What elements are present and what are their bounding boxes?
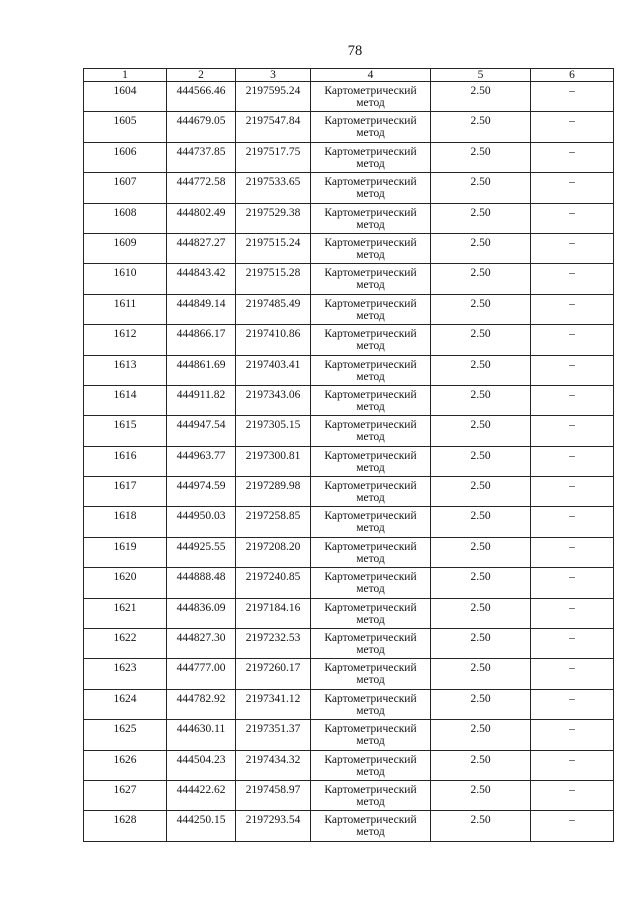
method-text: Картометрический метод (324, 206, 417, 231)
method-text: Картометрический метод (324, 236, 417, 261)
cell-note: – (531, 142, 614, 172)
cell-accuracy: 2.50 (431, 173, 531, 203)
table-row (84, 689, 614, 719)
cell-note: – (531, 720, 614, 750)
method-text: Картометрический метод (324, 145, 417, 170)
cell-point-number: 1618 (84, 507, 167, 537)
table-header-cell: 1 (84, 69, 167, 82)
cell-x-coordinate: 444802.49 (167, 203, 236, 233)
cell-y-coordinate: 2197258.85 (236, 507, 311, 537)
cell-point-number: 1611 (84, 294, 167, 324)
method-text: Картометрический метод (324, 388, 417, 413)
cell-point-number: 1619 (84, 537, 167, 567)
cell-method (311, 811, 431, 841)
cell-x-coordinate: 444630.11 (167, 720, 236, 750)
cell-y-coordinate: 2197403.41 (236, 355, 311, 385)
cell-y-coordinate: 2197300.81 (236, 446, 311, 476)
cell-note: – (531, 537, 614, 567)
table-row (84, 598, 614, 628)
cell-note: – (531, 477, 614, 507)
cell-x-coordinate: 444422.62 (167, 780, 236, 810)
cell-accuracy: 2.50 (431, 689, 531, 719)
cell-x-coordinate: 444866.17 (167, 325, 236, 355)
cell-note: – (531, 750, 614, 780)
table-header-cell: 2 (167, 69, 236, 82)
cell-method (311, 112, 431, 142)
cell-note: – (531, 233, 614, 263)
method-text: Картометрический метод (324, 328, 417, 353)
table-row (84, 446, 614, 476)
method-text: Картометрический метод (324, 783, 417, 808)
method-text: Картометрический метод (324, 176, 417, 201)
cell-y-coordinate: 2197434.32 (236, 750, 311, 780)
table-row (84, 294, 614, 324)
cell-accuracy: 2.50 (431, 568, 531, 598)
cell-y-coordinate: 2197232.53 (236, 629, 311, 659)
table-row (84, 629, 614, 659)
cell-point-number: 1606 (84, 142, 167, 172)
cell-note: – (531, 112, 614, 142)
method-text: Картометрический метод (324, 115, 417, 140)
cell-method (311, 142, 431, 172)
cell-accuracy: 2.50 (431, 780, 531, 810)
cell-point-number: 1607 (84, 173, 167, 203)
cell-x-coordinate: 444250.15 (167, 811, 236, 841)
table-row (84, 264, 614, 294)
cell-point-number: 1623 (84, 659, 167, 689)
cell-accuracy: 2.50 (431, 507, 531, 537)
cell-y-coordinate: 2197260.17 (236, 659, 311, 689)
cell-method (311, 537, 431, 567)
cell-x-coordinate: 444950.03 (167, 507, 236, 537)
method-text: Картометрический метод (324, 449, 417, 474)
data-table (83, 68, 614, 842)
cell-method (311, 173, 431, 203)
cell-y-coordinate: 2197289.98 (236, 477, 311, 507)
cell-x-coordinate: 444888.48 (167, 568, 236, 598)
cell-x-coordinate: 444772.58 (167, 173, 236, 203)
cell-point-number: 1620 (84, 568, 167, 598)
cell-note: – (531, 355, 614, 385)
table-row (84, 233, 614, 263)
table-row (84, 416, 614, 446)
method-text: Картометрический метод (324, 601, 417, 626)
method-text: Картометрический метод (324, 267, 417, 292)
cell-note: – (531, 598, 614, 628)
method-text: Картометрический метод (324, 85, 417, 109)
cell-accuracy: 2.50 (431, 233, 531, 263)
cell-point-number: 1617 (84, 477, 167, 507)
table-row (84, 325, 614, 355)
table-row (84, 537, 614, 567)
cell-y-coordinate: 2197533.65 (236, 173, 311, 203)
cell-point-number: 1625 (84, 720, 167, 750)
cell-y-coordinate: 2197343.06 (236, 385, 311, 415)
cell-method (311, 203, 431, 233)
cell-accuracy: 2.50 (431, 355, 531, 385)
cell-y-coordinate: 2197529.38 (236, 203, 311, 233)
method-text: Картометрический метод (324, 480, 417, 505)
cell-method (311, 477, 431, 507)
cell-accuracy: 2.50 (431, 325, 531, 355)
method-text: Картометрический метод (324, 723, 417, 748)
table-row (84, 173, 614, 203)
cell-note: – (531, 294, 614, 324)
page-number: 78 (347, 43, 363, 59)
table-body (84, 82, 614, 842)
cell-accuracy: 2.50 (431, 629, 531, 659)
cell-accuracy: 2.50 (431, 294, 531, 324)
method-text: Картометрический метод (324, 692, 417, 717)
cell-point-number: 1613 (84, 355, 167, 385)
cell-note: – (531, 659, 614, 689)
cell-method (311, 568, 431, 598)
table-row (84, 507, 614, 537)
cell-method (311, 416, 431, 446)
cell-note: – (531, 203, 614, 233)
cell-note: – (531, 780, 614, 810)
cell-point-number: 1622 (84, 629, 167, 659)
table-row (84, 720, 614, 750)
cell-x-coordinate: 444849.14 (167, 294, 236, 324)
cell-y-coordinate: 2197293.54 (236, 811, 311, 841)
cell-point-number: 1605 (84, 112, 167, 142)
cell-method (311, 325, 431, 355)
cell-accuracy: 2.50 (431, 750, 531, 780)
cell-accuracy: 2.50 (431, 203, 531, 233)
cell-method (311, 446, 431, 476)
cell-method (311, 689, 431, 719)
cell-note: – (531, 811, 614, 841)
cell-accuracy: 2.50 (431, 142, 531, 172)
cell-accuracy: 2.50 (431, 446, 531, 476)
cell-point-number: 1615 (84, 416, 167, 446)
method-text: Картометрический метод (324, 510, 417, 535)
cell-note: – (531, 629, 614, 659)
table-row (84, 142, 614, 172)
cell-method (311, 507, 431, 537)
cell-x-coordinate: 444782.92 (167, 689, 236, 719)
table-row (84, 355, 614, 385)
cell-point-number: 1612 (84, 325, 167, 355)
cell-y-coordinate: 2197208.20 (236, 537, 311, 567)
cell-y-coordinate: 2197305.15 (236, 416, 311, 446)
cell-method (311, 780, 431, 810)
cell-y-coordinate: 2197547.84 (236, 112, 311, 142)
table-header-cell: 6 (531, 69, 614, 82)
cell-accuracy: 2.50 (431, 82, 531, 112)
cell-method (311, 598, 431, 628)
cell-method (311, 82, 431, 112)
method-text: Картометрический метод (324, 814, 417, 839)
cell-point-number: 1628 (84, 811, 167, 841)
cell-accuracy: 2.50 (431, 659, 531, 689)
cell-x-coordinate: 444827.27 (167, 233, 236, 263)
cell-point-number: 1604 (84, 82, 167, 112)
cell-x-coordinate: 444911.82 (167, 385, 236, 415)
method-text: Картометрический метод (324, 632, 417, 657)
method-text: Картометрический метод (324, 419, 417, 444)
table-row (84, 477, 614, 507)
table-row (84, 659, 614, 689)
cell-accuracy: 2.50 (431, 112, 531, 142)
cell-point-number: 1621 (84, 598, 167, 628)
method-text: Картометрический метод (324, 753, 417, 778)
table-row (84, 568, 614, 598)
table-row (84, 385, 614, 415)
cell-point-number: 1608 (84, 203, 167, 233)
cell-y-coordinate: 2197595.24 (236, 82, 311, 112)
cell-x-coordinate: 444737.85 (167, 142, 236, 172)
cell-accuracy: 2.50 (431, 385, 531, 415)
cell-x-coordinate: 444566.46 (167, 82, 236, 112)
cell-y-coordinate: 2197351.37 (236, 720, 311, 750)
method-text: Картометрический метод (324, 662, 417, 687)
cell-point-number: 1616 (84, 446, 167, 476)
cell-x-coordinate: 444925.55 (167, 537, 236, 567)
cell-y-coordinate: 2197517.75 (236, 142, 311, 172)
cell-x-coordinate: 444861.69 (167, 355, 236, 385)
table-row (84, 750, 614, 780)
table-header-cell: 4 (311, 69, 431, 82)
cell-note: – (531, 325, 614, 355)
cell-x-coordinate: 444836.09 (167, 598, 236, 628)
cell-y-coordinate: 2197458.97 (236, 780, 311, 810)
cell-x-coordinate: 444504.23 (167, 750, 236, 780)
table-header-cell: 3 (236, 69, 311, 82)
cell-y-coordinate: 2197184.16 (236, 598, 311, 628)
cell-x-coordinate: 444947.54 (167, 416, 236, 446)
table-header-cell: 5 (431, 69, 531, 82)
cell-y-coordinate: 2197515.28 (236, 264, 311, 294)
cell-method (311, 355, 431, 385)
cell-note: – (531, 416, 614, 446)
cell-note: – (531, 385, 614, 415)
cell-method (311, 750, 431, 780)
cell-method (311, 233, 431, 263)
cell-y-coordinate: 2197515.24 (236, 233, 311, 263)
cell-x-coordinate: 444843.42 (167, 264, 236, 294)
cell-accuracy: 2.50 (431, 264, 531, 294)
cell-method (311, 294, 431, 324)
cell-note: – (531, 507, 614, 537)
cell-accuracy: 2.50 (431, 477, 531, 507)
cell-accuracy: 2.50 (431, 720, 531, 750)
cell-method (311, 385, 431, 415)
cell-note: – (531, 689, 614, 719)
cell-y-coordinate: 2197410.86 (236, 325, 311, 355)
cell-y-coordinate: 2197240.85 (236, 568, 311, 598)
method-text: Картометрический метод (324, 540, 417, 565)
cell-y-coordinate: 2197341.12 (236, 689, 311, 719)
table-row (84, 811, 614, 841)
cell-x-coordinate: 444679.05 (167, 112, 236, 142)
table-row (84, 112, 614, 142)
cell-note: – (531, 446, 614, 476)
cell-note: – (531, 173, 614, 203)
cell-x-coordinate: 444827.30 (167, 629, 236, 659)
cell-accuracy: 2.50 (431, 811, 531, 841)
cell-point-number: 1626 (84, 750, 167, 780)
cell-point-number: 1609 (84, 233, 167, 263)
cell-method (311, 629, 431, 659)
cell-accuracy: 2.50 (431, 537, 531, 567)
cell-x-coordinate: 444974.59 (167, 477, 236, 507)
cell-x-coordinate: 444963.77 (167, 446, 236, 476)
cell-accuracy: 2.50 (431, 416, 531, 446)
table-row (84, 203, 614, 233)
cell-note: – (531, 568, 614, 598)
cell-method (311, 264, 431, 294)
table-header-row (84, 69, 614, 82)
cell-point-number: 1614 (84, 385, 167, 415)
table-row (84, 82, 614, 112)
cell-method (311, 659, 431, 689)
cell-x-coordinate: 444777.00 (167, 659, 236, 689)
cell-method (311, 720, 431, 750)
cell-accuracy: 2.50 (431, 598, 531, 628)
cell-point-number: 1610 (84, 264, 167, 294)
cell-point-number: 1624 (84, 689, 167, 719)
cell-y-coordinate: 2197485.49 (236, 294, 311, 324)
method-text: Картометрический метод (324, 571, 417, 596)
cell-point-number: 1627 (84, 780, 167, 810)
method-text: Картометрический метод (324, 297, 417, 322)
cell-note: – (531, 264, 614, 294)
cell-note: – (531, 82, 614, 112)
method-text: Картометрический метод (324, 358, 417, 383)
table-row (84, 780, 614, 810)
